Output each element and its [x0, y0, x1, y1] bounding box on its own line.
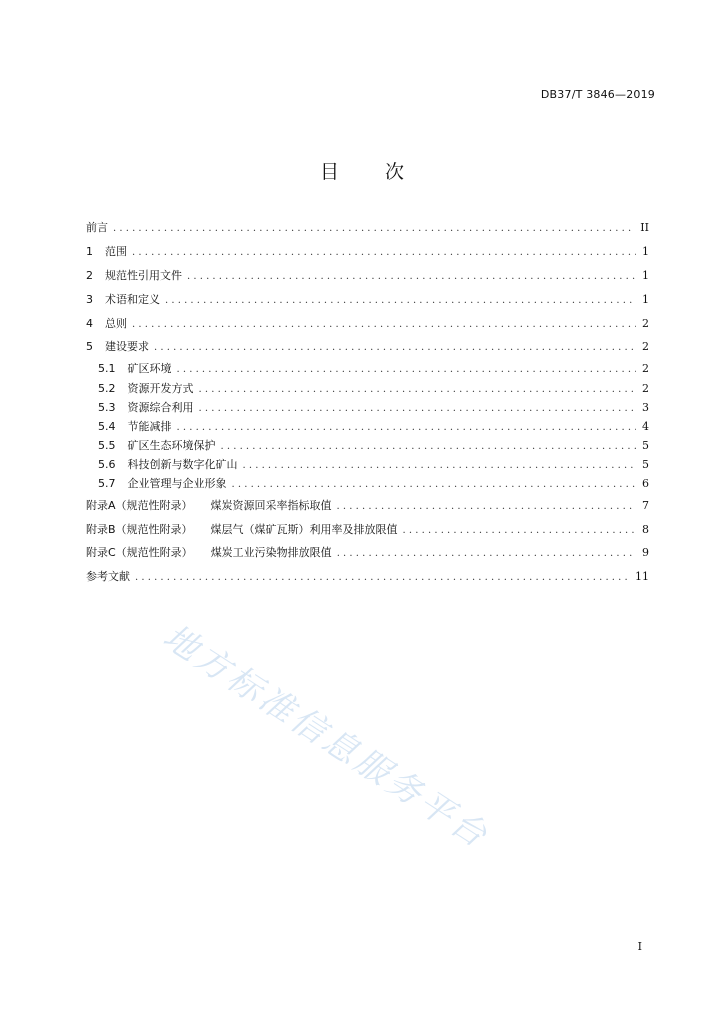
toc-entry-text: 参考文献	[86, 570, 130, 584]
toc-entry-number: 5.4	[98, 419, 116, 433]
toc-entry[interactable]	[86, 541, 649, 565]
toc-entry-page: 7	[642, 498, 649, 512]
toc-entry-label	[86, 216, 108, 240]
toc-entry-text: 规范性引用文件	[105, 268, 182, 282]
toc-entry-number: 附录C（规范性附录）	[86, 546, 193, 560]
toc-entry-page: 3	[642, 400, 649, 414]
toc-entry-label	[86, 312, 127, 336]
toc-entry-page: 2	[642, 362, 649, 376]
toc-entry[interactable]	[86, 288, 649, 312]
toc-entry-text: 矿区生态环境保护	[127, 439, 216, 453]
toc-entry-label	[98, 417, 172, 436]
page-number: I	[637, 940, 642, 953]
toc-entry[interactable]	[86, 565, 649, 589]
toc-leader-dots	[154, 336, 636, 360]
toc-entry-label	[98, 455, 238, 474]
toc-entry-text: 前言	[86, 221, 108, 234]
toc-entry-label	[98, 398, 194, 417]
toc-entry-number: 附录B（规范性附录）	[86, 522, 193, 536]
toc-entry-page: 1	[642, 292, 649, 306]
toc-entry-text: 煤层气（煤矿瓦斯）利用率及排放限值	[210, 522, 398, 536]
watermark: 地方标准信息服务平台	[155, 616, 497, 858]
table-of-contents	[86, 216, 649, 589]
toc-entry-page: 1	[642, 244, 649, 258]
toc-leader-dots	[337, 495, 636, 519]
toc-entry-number: 2	[86, 268, 93, 282]
toc-leader-dots	[177, 360, 637, 379]
document-code: DB37/T 3846—2019	[540, 88, 655, 101]
toc-leader-dots	[132, 313, 636, 337]
toc-entry-text: 企业管理与企业形象	[127, 477, 227, 491]
toc-leader-dots	[165, 289, 636, 313]
toc-entry-text: 煤炭资源回采率指标取值	[210, 498, 332, 512]
toc-entry-page: 2	[642, 316, 649, 330]
toc-entry-text: 资源开发方式	[127, 381, 194, 395]
toc-entry-text: 总则	[105, 316, 127, 330]
toc-entry-label	[86, 541, 332, 565]
toc-entry[interactable]	[86, 494, 649, 518]
toc-entry-text: 矿区环境	[127, 362, 172, 376]
toc-entry-page: 5	[642, 458, 649, 472]
toc-entry-label	[86, 240, 127, 264]
toc-entry[interactable]	[86, 264, 649, 288]
toc-leader-dots	[187, 265, 636, 289]
toc-entry-page: II	[640, 221, 649, 234]
toc-leader-dots	[403, 519, 636, 543]
toc-entry-text: 节能减排	[127, 419, 172, 433]
toc-entry-text: 术语和定义	[105, 292, 160, 306]
toc-entry-number: 3	[86, 292, 93, 306]
toc-entry-page: 9	[642, 546, 649, 560]
toc-entry[interactable]	[86, 518, 649, 542]
toc-entry-label	[98, 379, 194, 398]
toc-entry-page: 8	[642, 522, 649, 536]
toc-entry-page: 2	[642, 340, 649, 354]
toc-entry-label	[86, 518, 398, 542]
toc-entry[interactable]	[86, 312, 649, 336]
toc-entry[interactable]	[86, 455, 649, 474]
toc-entry-number: 5	[86, 340, 93, 354]
toc-entry-label	[86, 288, 160, 312]
toc-entry-label	[86, 335, 149, 359]
toc-leader-dots	[243, 456, 637, 475]
toc-entry-page: 1	[642, 268, 649, 282]
toc-entry-page: 11	[635, 570, 649, 584]
toc-leader-dots	[199, 399, 637, 418]
toc-leader-dots	[337, 542, 636, 566]
toc-entry-number: 附录A（规范性附录）	[86, 498, 193, 512]
toc-leader-dots	[221, 437, 637, 456]
toc-entry-text: 范围	[105, 244, 127, 258]
toc-leader-dots	[232, 475, 637, 494]
page-title: 目 次	[319, 161, 425, 183]
toc-leader-dots	[199, 380, 637, 399]
toc-entry-number: 5.7	[98, 477, 116, 491]
toc-entry-page: 4	[642, 419, 649, 433]
toc-entry-text: 建设要求	[105, 340, 149, 354]
toc-entry[interactable]	[86, 474, 649, 493]
toc-entry-number: 5.5	[98, 439, 116, 453]
toc-entry-page: 2	[642, 381, 649, 395]
toc-entry[interactable]	[86, 240, 649, 264]
toc-entry-page: 6	[642, 477, 649, 491]
toc-entry[interactable]	[86, 417, 649, 436]
toc-entry[interactable]	[86, 335, 649, 359]
toc-leader-dots	[113, 217, 635, 241]
toc-entry-text: 科技创新与数字化矿山	[127, 458, 238, 472]
toc-entry-number: 5.1	[98, 362, 116, 376]
toc-leader-dots	[132, 241, 636, 265]
toc-entry-text: 煤炭工业污染物排放限值	[210, 546, 332, 560]
toc-leader-dots	[135, 566, 630, 590]
toc-entry-number: 4	[86, 316, 93, 330]
toc-entry-label	[98, 359, 172, 378]
toc-entry-label	[86, 494, 332, 518]
toc-leader-dots	[177, 418, 637, 437]
toc-entry-label	[98, 436, 216, 455]
toc-entry-number: 5.3	[98, 400, 116, 414]
toc-entry-page: 5	[642, 439, 649, 453]
toc-entry-label	[86, 264, 182, 288]
toc-entry-number: 1	[86, 244, 93, 258]
toc-entry-label	[86, 565, 130, 589]
toc-entry-text: 资源综合利用	[127, 400, 194, 414]
toc-entry[interactable]	[86, 398, 649, 417]
toc-entry-label	[98, 474, 227, 493]
toc-entry[interactable]	[86, 379, 649, 398]
toc-entry[interactable]	[86, 216, 649, 240]
toc-entry-number: 5.2	[98, 381, 116, 395]
toc-entry[interactable]	[86, 436, 649, 455]
toc-entry[interactable]	[86, 359, 649, 378]
toc-entry-number: 5.6	[98, 458, 116, 472]
